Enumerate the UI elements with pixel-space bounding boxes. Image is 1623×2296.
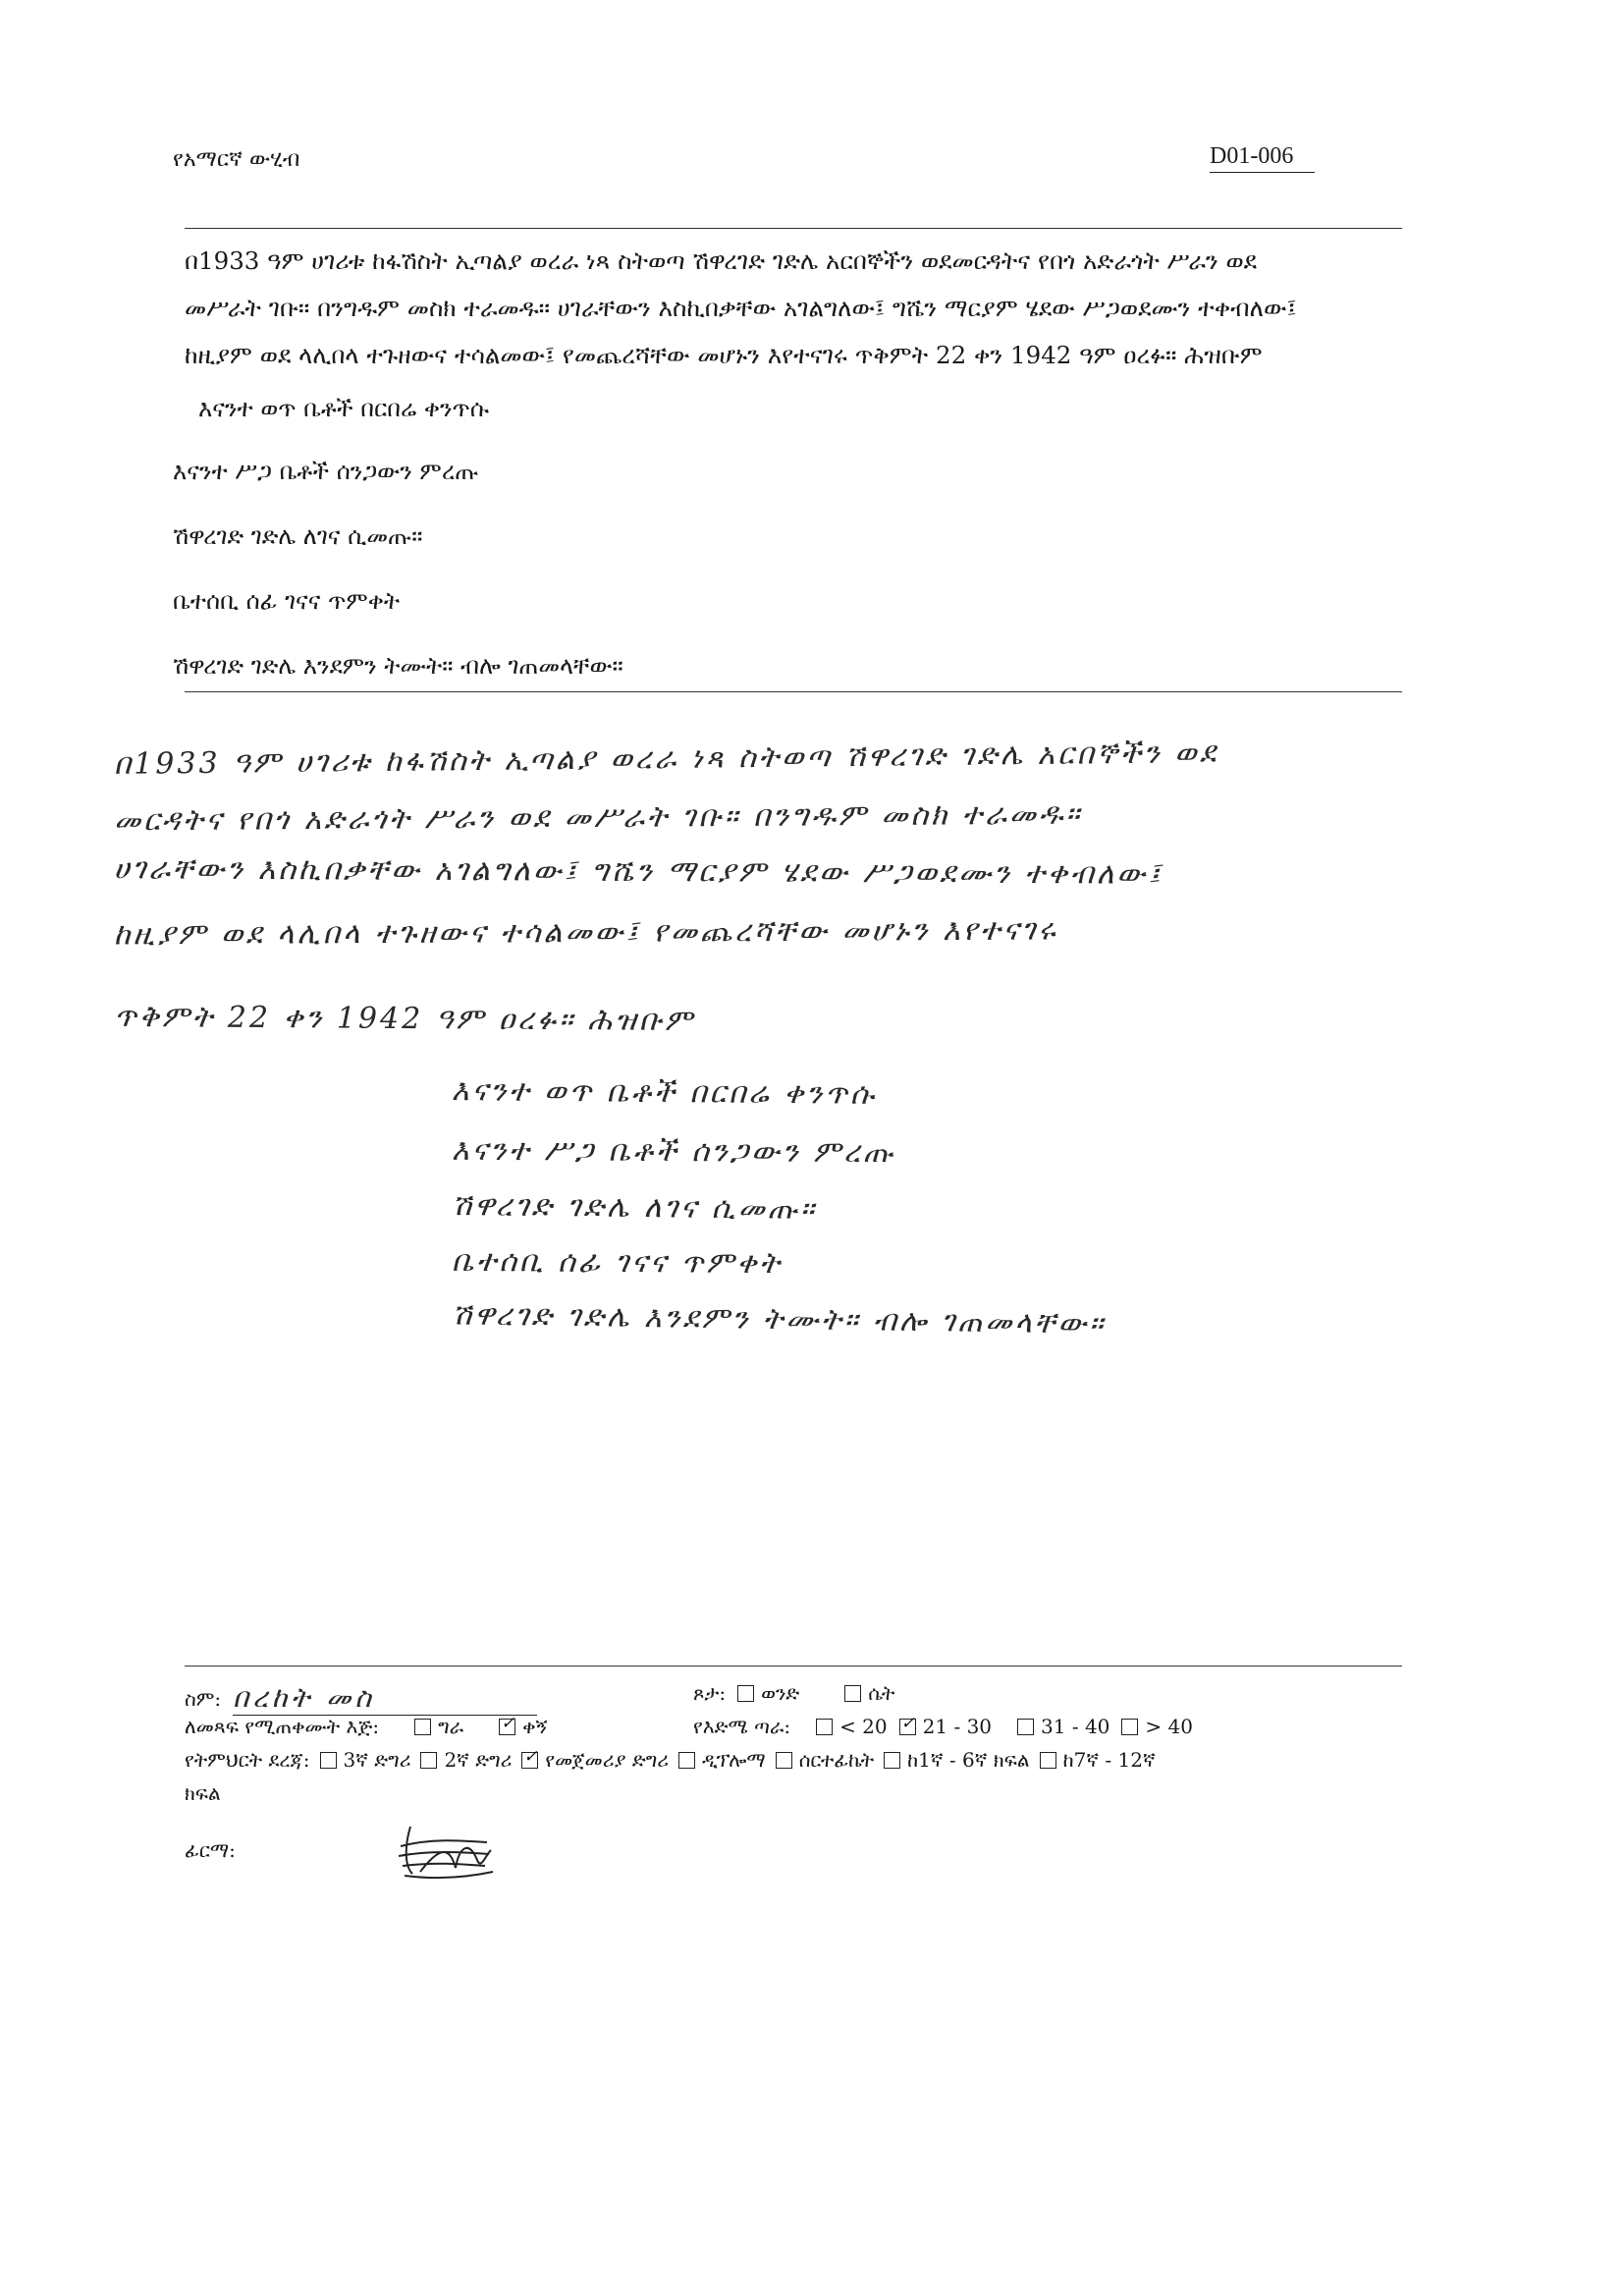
education-option[interactable]: [884, 1748, 1029, 1772]
age-row: [693, 1715, 1193, 1738]
option-label: ከ7ኛ - 12ኛ: [1062, 1748, 1156, 1772]
age-option[interactable]: [1121, 1715, 1193, 1738]
age-option[interactable]: [899, 1715, 992, 1738]
option-label: ወንድ: [761, 1681, 800, 1705]
form-rule: [185, 1666, 1402, 1667]
age-label: የእድሜ ጣራ:: [693, 1715, 791, 1738]
checkbox-icon[interactable]: [320, 1752, 337, 1769]
option-label: 21 - 30: [922, 1715, 993, 1738]
hand-label: ለመጻፍ የሚጠቀሙት እጅ:: [185, 1715, 380, 1738]
education-option[interactable]: [678, 1748, 766, 1772]
checkbox-icon[interactable]: [1121, 1719, 1138, 1735]
option-label: ቀኝ: [522, 1715, 548, 1738]
option-label: ሴት: [868, 1681, 895, 1705]
signature-label: ፊርማ:: [185, 1838, 236, 1862]
option-label: የመጀመሪያ ድግሪ: [545, 1748, 670, 1772]
signature-row: [185, 1838, 236, 1862]
document-id: D01-006: [1210, 143, 1315, 173]
printed-line: ከዚያም ወደ ላሊበላ ተጉዘውና ተሳልመው፤ የመጨረሻቸው መሆኑን እየተናገሩ ጥቅምት 22 ቀን 1942 ዓም ዐረፉ። ሕዝቡም: [185, 341, 1263, 369]
printed-verse: እናንተ ወጥ ቤቶች በርበሬ ቀንጥሱ: [198, 395, 490, 422]
option-label: ግራ: [438, 1715, 464, 1738]
document-title: የአማርኛ ውሂብ: [173, 147, 300, 172]
handwritten-verse: ቤተሰቢ ሰፊ ገናና ጥምቀት: [451, 1243, 783, 1282]
checkbox-icon[interactable]: [499, 1719, 515, 1735]
option-label: < 20: [839, 1715, 888, 1738]
age-option[interactable]: [1017, 1715, 1109, 1738]
signature-image: [391, 1817, 499, 1886]
printed-paragraph: [185, 238, 1402, 379]
checkbox-icon[interactable]: [521, 1752, 538, 1769]
printed-verse: እናንተ ሥጋ ቤቶች ሰንጋውን ምረጡ: [173, 458, 479, 485]
handwritten-line: መርዳትና የበጎ አድራጎት ሥራን ወደ መሥራት ገቡ። በንግዱም መስክ ተራመዱ።: [113, 796, 1083, 839]
top-rule: [185, 228, 1402, 229]
gender-option-male[interactable]: [737, 1681, 799, 1705]
gender-row: [693, 1681, 894, 1705]
checkbox-icon[interactable]: [899, 1719, 916, 1735]
checkbox-icon[interactable]: [1017, 1719, 1034, 1735]
middle-rule: [185, 691, 1402, 692]
gender-label: ጾታ:: [693, 1681, 727, 1705]
checkbox-icon[interactable]: [844, 1685, 861, 1702]
education-option[interactable]: [776, 1748, 874, 1772]
checkbox-icon[interactable]: [884, 1752, 900, 1769]
handwritten-verse: እናንተ ወጥ ቤቶች በርበሬ ቀንጥሱ: [451, 1073, 878, 1112]
age-option[interactable]: [816, 1715, 888, 1738]
checkbox-icon[interactable]: [737, 1685, 754, 1702]
checkbox-icon[interactable]: [1040, 1752, 1056, 1769]
option-label: 31 - 40: [1041, 1715, 1110, 1738]
handwritten-line: በ1933 ዓም ሀገሪቱ ከፋሽስት ኢጣልያ ወረራ ነጻ ስትወጣ ሽዋረገድ ገድሌ አርበኞችን ወደ: [113, 736, 1219, 782]
printed-verse: ቤተሰቢ ሰፊ ገናና ጥምቀት: [173, 587, 401, 615]
name-label: ስም:: [185, 1686, 222, 1711]
education-row: [185, 1748, 1156, 1772]
education-wrap: ክፍል: [185, 1781, 221, 1805]
option-label: 3ኛ ድግሪ: [343, 1748, 411, 1772]
printed-verse: ሽዋረገድ ገድሌ እንደምን ትሙት። ብሎ ገጠመላቸው።: [173, 652, 623, 680]
education-option[interactable]: [320, 1748, 411, 1772]
checkbox-icon[interactable]: [776, 1752, 792, 1769]
checkbox-icon[interactable]: [414, 1719, 431, 1735]
handwritten-line: ከዚያም ወደ ላሊበላ ተጉዘውና ተሳልመው፤ የመጨረሻቸው መሆኑን እየተናገሩ: [113, 912, 1058, 953]
handwritten-verse: እናንተ ሥጋ ቤቶች ሰንጋውን ምረጡ: [451, 1132, 896, 1171]
option-label: > 40: [1145, 1715, 1193, 1738]
name-row: [185, 1681, 537, 1716]
education-label: የትምህርት ደረጃ:: [185, 1748, 310, 1772]
printed-line: በ1933 ዓም ሀገሪቱ ከፋሽስት ኢጣልያ ወረራ ነጻ ስትወጣ ሽዋረገድ ገድሌ አርበኞችን ወደመርዳትና የበጎ አድራጎት ሥራን ወደ: [185, 246, 1258, 275]
education-option[interactable]: [420, 1748, 512, 1772]
education-option[interactable]: [1040, 1748, 1156, 1772]
hand-row: [185, 1715, 547, 1738]
name-field[interactable]: በረከት መስ: [233, 1681, 537, 1716]
option-label: ሰርተፊኬት: [798, 1748, 875, 1772]
handwritten-line: ጥቅምት 22 ቀን 1942 ዓም ዐረፉ። ሕዝቡም: [113, 999, 696, 1039]
printed-line: መሥራት ገቡ። በንግዱም መስክ ተራመዱ። ሀገራቸውን እስኪበቃቸው አገልግለው፤ ግሼን ማርያም ሄደው ሥጋወደሙን ተቀብለው፤: [185, 294, 1297, 322]
handwritten-verse: ሽዋረገድ ገድሌ ለገና ሲመጡ።: [451, 1188, 818, 1227]
option-label: ዲፕሎማ: [702, 1748, 766, 1772]
option-label: ከ1ኛ - 6ኛ ክፍል: [907, 1748, 1030, 1772]
gender-option-female[interactable]: [844, 1681, 894, 1705]
option-label: 2ኛ ድግሪ: [444, 1748, 513, 1772]
handwritten-verse: ሽዋረገድ ገድሌ እንደምን ትሙት። ብሎ ገጠመላቸው።: [451, 1297, 1107, 1341]
education-option[interactable]: [521, 1748, 669, 1772]
hand-option-left[interactable]: [414, 1715, 463, 1738]
checkbox-icon[interactable]: [816, 1719, 833, 1735]
checkbox-icon[interactable]: [678, 1752, 695, 1769]
handwritten-line: ሀገራቸውን እስኪበቃቸው አገልግለው፤ ግሼን ማርያም ሄደው ሥጋወደሙን ተቀብለው፤: [113, 851, 1163, 892]
hand-option-right[interactable]: [499, 1715, 547, 1738]
printed-verse: ሽዋረገድ ገድሌ ለገና ሲመጡ።: [173, 522, 423, 550]
checkbox-icon[interactable]: [420, 1752, 437, 1769]
